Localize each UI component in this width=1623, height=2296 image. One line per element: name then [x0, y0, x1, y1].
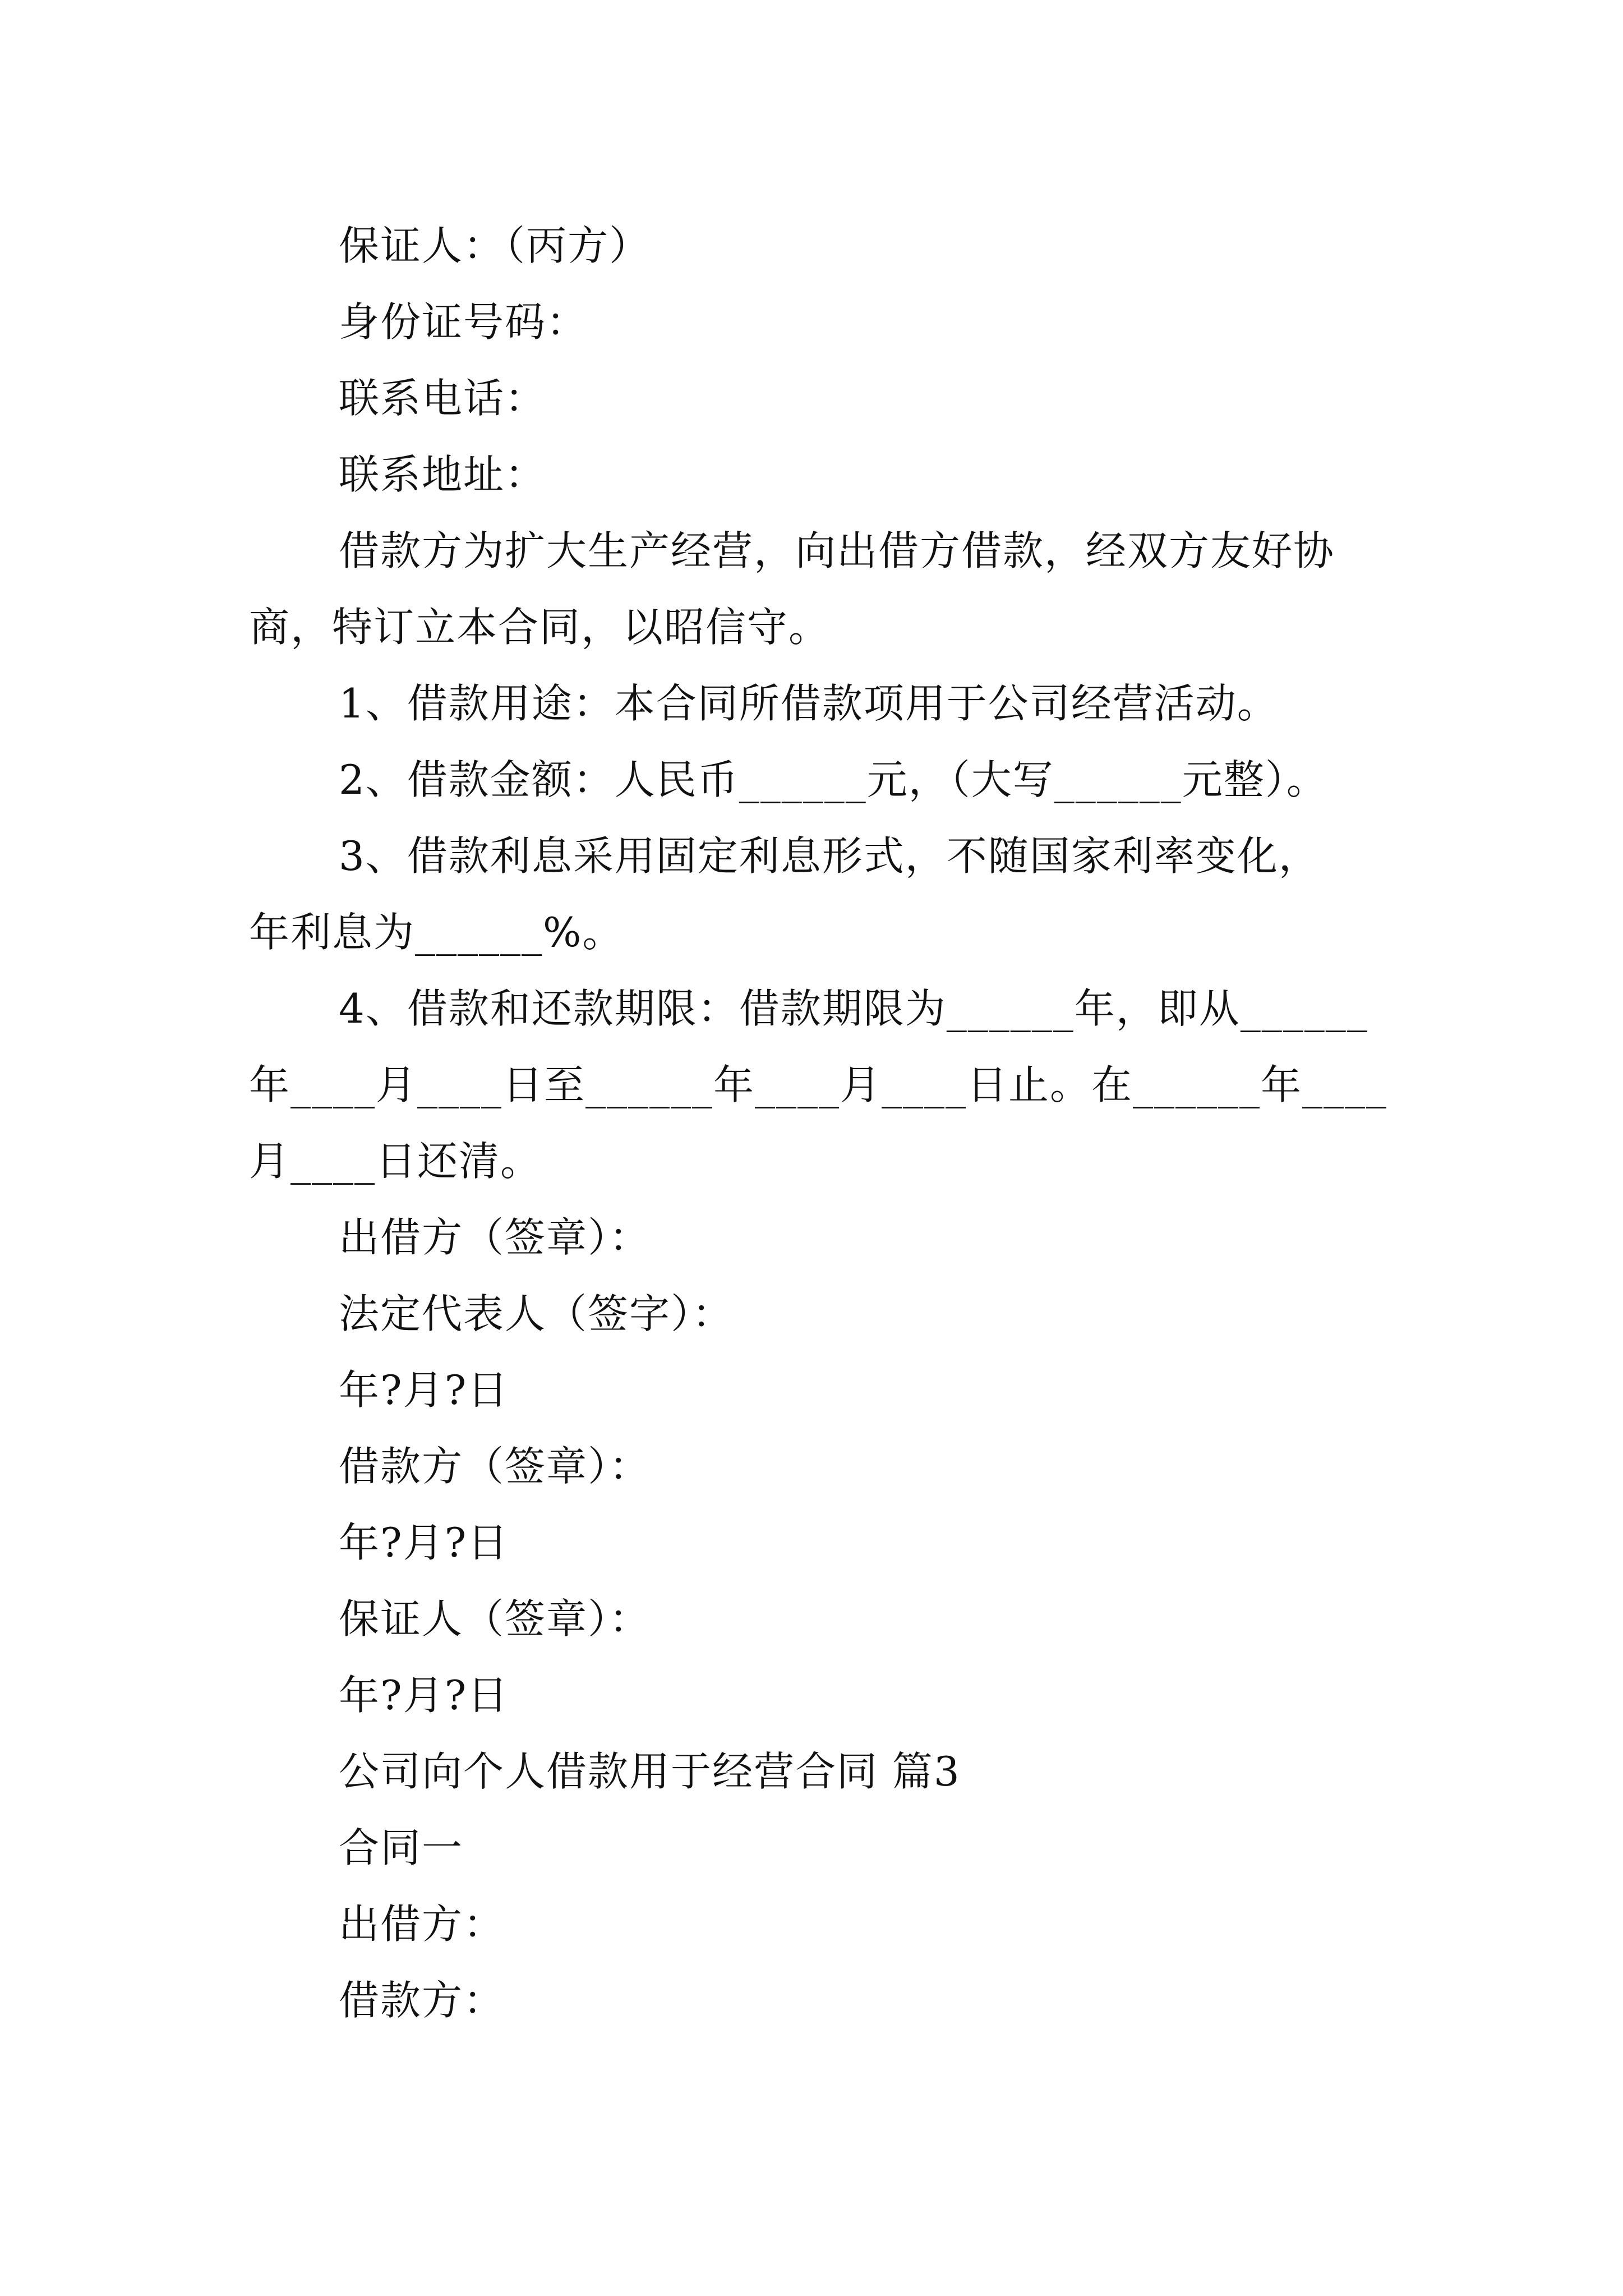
clause-term-line-1: 4、借款和还款期限：借款期限为______年，即从______: [339, 985, 1368, 1032]
address-label: 联系地址：: [339, 451, 547, 498]
party-borrower-label: 借款方：: [339, 1977, 505, 2024]
clause-amount: 2、借款金额：人民币______元，（大写______元整）。: [339, 756, 1328, 803]
lender-signature: 出借方（签章）：: [339, 1214, 651, 1261]
clause-purpose: 1、借款用途：本合同所借款项用于公司经营活动。: [339, 680, 1279, 727]
clause-term: [249, 970, 1387, 1199]
section-title: 公司向个人借款用于经营合同 篇3: [339, 1748, 961, 1795]
clause-interest-line-1: 3、借款利息采用固定利息形式，不随国家利率变化，: [339, 832, 1320, 880]
guarantor-signature: 保证人（签章）：: [339, 1595, 651, 1642]
lender-date: 年?月?日: [339, 1366, 509, 1414]
document-body: [249, 208, 1387, 2039]
intro-line-1: 借款方为扩大生产经营，向出借方借款，经双方友好协: [339, 527, 1335, 574]
clause-term-line-2: 年____月____日至______年____月____日止。在______年____: [249, 1061, 1388, 1108]
borrower-signature: 借款方（签章）：: [339, 1443, 651, 1490]
clause-interest: [249, 818, 1387, 970]
intro-paragraph: [249, 513, 1387, 665]
intro-line-2: 商，特订立本合同，以昭信守。: [249, 604, 831, 651]
party-lender-label: 出借方：: [339, 1901, 505, 1948]
borrower-date: 年?月?日: [339, 1519, 509, 1566]
guarantor-label: 保证人：（丙方）: [339, 222, 651, 269]
clause-interest-line-2: 年利息为______%。: [249, 909, 624, 956]
phone-label: 联系电话：: [339, 375, 547, 422]
id-number-label: 身份证号码：: [339, 298, 588, 346]
clause-term-line-3: 月____日还清。: [249, 1138, 542, 1185]
guarantor-date: 年?月?日: [339, 1672, 509, 1719]
legal-rep-signature: 法定代表人（签字）：: [339, 1290, 734, 1337]
contract-heading: 合同一: [339, 1824, 464, 1871]
